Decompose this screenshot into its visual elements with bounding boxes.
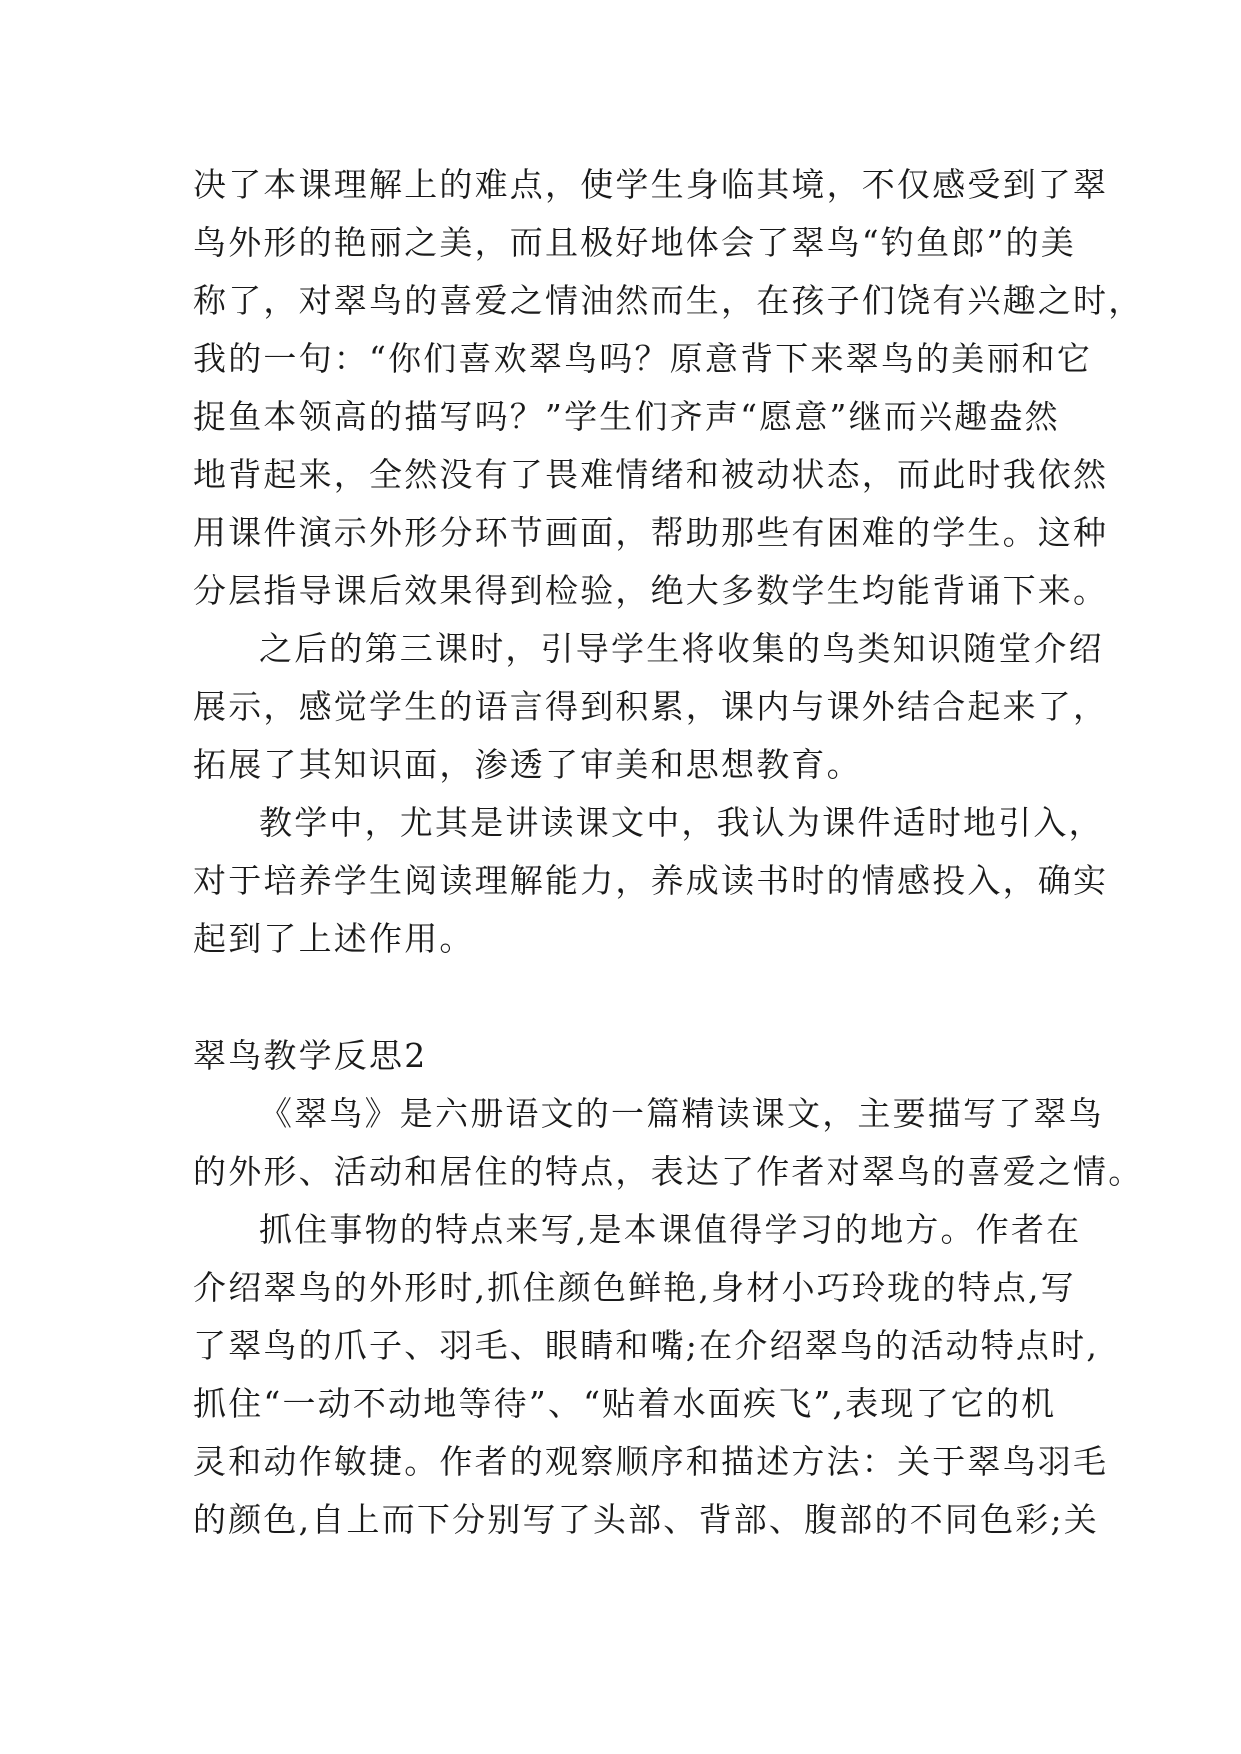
text-line: 地背起来，全然没有了畏难情绪和被动状态，而此时我依然 <box>193 455 1109 494</box>
section-heading: 翠鸟教学反思2 <box>193 1036 428 1075</box>
text-line: 称了，对翠鸟的喜爱之情油然而生，在孩子们饶有兴趣之时， <box>193 281 1144 320</box>
text-line: 捉鱼本领高的描写吗？”学生们齐声“愿意”继而兴趣盎然 <box>193 397 1060 436</box>
text-line: 起到了上述作用。 <box>193 919 475 958</box>
text-line: 用课件演示外形分环节画面，帮助那些有困难的学生。这种 <box>193 513 1109 552</box>
text-line: 的外形、活动和居住的特点，表达了作者对翠鸟的喜爱之情。 <box>193 1152 1144 1191</box>
text-line: 展示，感觉学生的语言得到积累，课内与课外结合起来了， <box>193 687 1109 726</box>
paragraph-first-line: 抓住事物的特点来写,是本课值得学习的地方。作者在 <box>259 1210 1082 1249</box>
text-line: 了翠鸟的爪子、羽毛、眼睛和嘴;在介绍翠鸟的活动特点时, <box>193 1326 1100 1365</box>
text-line: 介绍翠鸟的外形时,抓住颜色鲜艳,身材小巧玲珑的特点,写 <box>193 1268 1076 1307</box>
paragraph-first-line: 之后的第三课时，引导学生将收集的鸟类知识随堂介绍 <box>259 629 1104 668</box>
text-line: 的颜色,自上而下分别写了头部、背部、腹部的不同色彩;关 <box>193 1500 1100 1539</box>
text-line: 鸟外形的艳丽之美，而且极好地体会了翠鸟“钓鱼郎”的美 <box>193 223 1076 262</box>
text-line: 抓住“一动不动地等待”、“贴着水面疾飞”,表现了它的机 <box>193 1384 1057 1423</box>
paragraph-first-line: 教学中，尤其是讲读课文中，我认为课件适时地引入， <box>259 803 1104 842</box>
paragraph-first-line: 《翠鸟》是六册语文的一篇精读课文，主要描写了翠鸟 <box>259 1094 1104 1133</box>
text-line: 拓展了其知识面，渗透了审美和思想教育。 <box>193 745 862 784</box>
text-line: 决了本课理解上的难点，使学生身临其境，不仅感受到了翠 <box>193 165 1109 204</box>
text-line: 我的一句：“你们喜欢翠鸟吗？原意背下来翠鸟的美丽和它 <box>193 339 1093 378</box>
text-line: 灵和动作敏捷。作者的观察顺序和描述方法：关于翠鸟羽毛 <box>193 1442 1109 1481</box>
text-line: 分层指导课后效果得到检验，绝大多数学生均能背诵下来。 <box>193 571 1109 610</box>
text-line: 对于培养学生阅读理解能力，养成读书时的情感投入，确实 <box>193 861 1109 900</box>
